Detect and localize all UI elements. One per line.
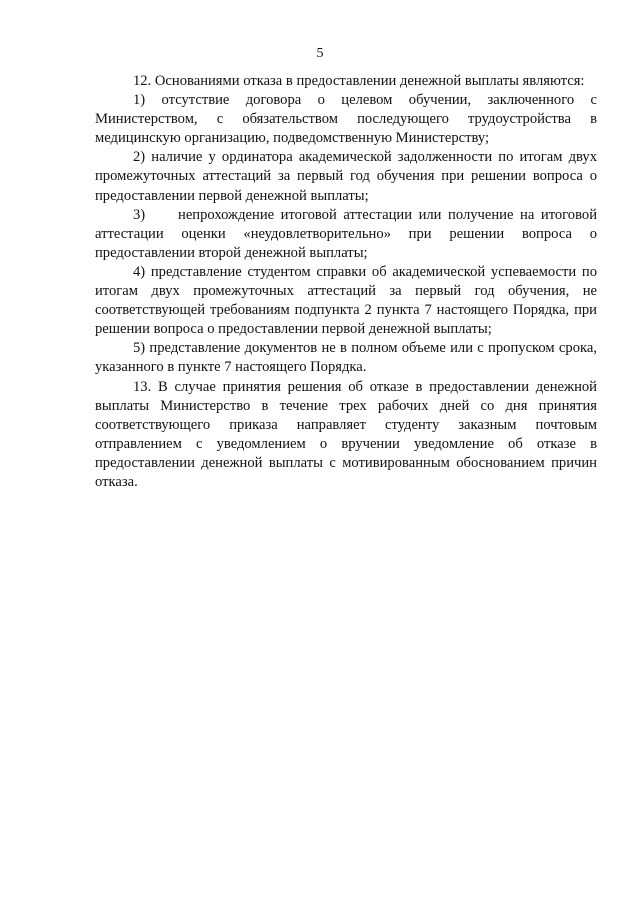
document-body — [95, 72, 601, 492]
paragraph-12-item-3: 3) непрохождение итоговой аттестации или получение на итоговой аттестации оценки «неудовлетворительно» при решении вопроса о предоставлении второй денежной выплаты; — [95, 206, 601, 261]
paragraph-13: 13. В случае принятия решения об отказе в предоставлении денежной выплаты Министерство в течение трех рабочих дней со дня принятия соответствующего приказа направляет студенту заказным почтовым отправлением с уведомлением о вручении уведомление об отказе в предоставлении денежной выплаты с мотивированным обоснованием причин отказа. — [95, 378, 597, 490]
paragraph-12-heading: 12. Основаниями отказа в предоставлении денежной выплаты являются: — [133, 73, 585, 89]
paragraph-12-item-5: 5) представление документов не в полном объеме или с пропуском срока, указанного в пункте 7 настоящего Порядка. — [95, 340, 597, 376]
paragraph-12-item-4: 4) представление студентом справки об академической успеваемости по итогам двух промежуточных аттестаций за первый год обучения, не соответствующей требованиям подпункта 2 пункта 7 настоящего Порядка, при решении вопроса о предоставлении первой денежной выплаты; — [95, 263, 597, 338]
paragraph-12-item-2: 2) наличие у ординатора академической задолженности по итогам двух промежуточных аттестаций за первый год обучения при решении вопроса о предоставлении первой денежной выплаты; — [95, 149, 597, 204]
page-number: 5 — [316, 46, 324, 61]
paragraph-12-item-1: 1) отсутствие договора о целевом обучении, заключенного с Министерством, с обязательством последующего трудоустройства в медицинскую организацию, подведомственную Министерству; — [95, 92, 597, 147]
